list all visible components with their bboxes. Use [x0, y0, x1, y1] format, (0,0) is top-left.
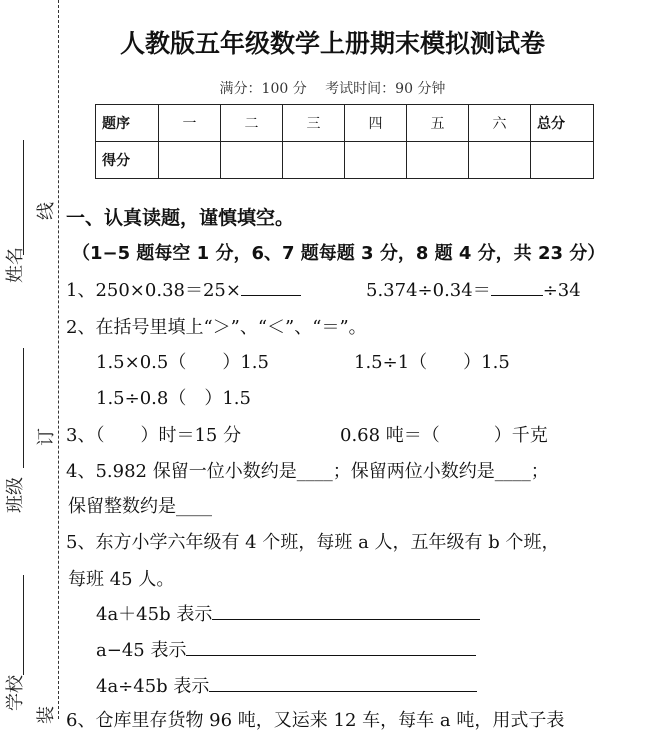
question-1	[66, 276, 301, 302]
name-label: 姓名	[5, 247, 26, 283]
question-5-line-2: 每班 45 人。	[68, 569, 175, 590]
score-table-header: 五	[407, 105, 469, 142]
score-table-header: 三	[283, 105, 345, 142]
question-5-item-2-label: a−45 表示	[96, 640, 187, 661]
class-label: 班级	[5, 477, 26, 513]
binding-char-ding: 订	[36, 428, 57, 446]
page-title: 人教版五年级数学上册期末模拟测试卷	[119, 29, 545, 58]
score-table-header-row	[96, 105, 594, 142]
question-5-item-3-label: 4a÷45b 表示	[96, 676, 210, 697]
question-4-line-2[interactable]: 保留整数约是____	[68, 496, 212, 517]
score-table-header: 四	[345, 105, 407, 142]
answer-blank[interactable]	[491, 279, 543, 296]
question-5-item-3	[96, 672, 477, 698]
score-cell[interactable]	[221, 142, 283, 179]
section-scoring-note: （1−5 题每空 1 分，6、7 题每题 3 分，8 题 4 分，共 23 分）	[72, 243, 606, 264]
score-table-header: 一	[159, 105, 221, 142]
binding-char-xian: 线	[36, 202, 57, 220]
binding-char-zhuang: 装	[36, 706, 57, 724]
score-row-label: 得分	[96, 142, 159, 179]
school-label: 学校	[5, 675, 26, 711]
question-5-item-2	[96, 636, 476, 662]
score-cell[interactable]	[469, 142, 531, 179]
question-4-line-1[interactable]: 4、5.982 保留一位小数约是____；保留两位小数约是____；	[66, 461, 549, 482]
score-table-header: 六	[469, 105, 531, 142]
answer-blank[interactable]	[209, 675, 477, 692]
score-table	[95, 104, 594, 179]
question-3b[interactable]: 0.68 吨＝（ ）千克	[340, 425, 548, 446]
score-table-header: 总分	[531, 105, 594, 142]
score-cell[interactable]	[283, 142, 345, 179]
exam-info: 满分：100 分 考试时间：90 分钟	[219, 81, 446, 97]
question-1-part-a: 1、250×0.38＝25×	[66, 280, 241, 301]
score-cell[interactable]	[345, 142, 407, 179]
question-5-item-1-label: 4a＋45b 表示	[96, 604, 213, 625]
question-1b	[366, 276, 581, 302]
score-table-header: 题序	[96, 105, 159, 142]
score-cell[interactable]	[407, 142, 469, 179]
question-1-part-b-tail: ÷34	[542, 280, 581, 301]
question-5-line-1: 5、东方小学六年级有 4 个班，每班 a 人，五年级有 b 个班，	[66, 532, 560, 553]
question-2a[interactable]: 1.5×0.5（ ）1.5	[96, 352, 269, 373]
question-2c[interactable]: 1.5÷0.8（ ）1.5	[96, 388, 251, 409]
question-2: 2、在括号里填上“＞”、“＜”、“＝”。	[66, 317, 367, 338]
question-1-part-b: 5.374÷0.34＝	[366, 280, 491, 301]
class-blank-line	[23, 348, 24, 468]
question-6: 6、仓库里存货物 96 吨，又运来 12 车，每车 a 吨，用式子表	[66, 710, 565, 731]
answer-blank[interactable]	[241, 279, 301, 296]
score-cell[interactable]	[159, 142, 221, 179]
question-2b[interactable]: 1.5÷1（ ）1.5	[354, 352, 510, 373]
question-3a[interactable]: 3、（ ）时＝15 分	[66, 425, 242, 446]
school-blank-line	[23, 575, 24, 675]
answer-blank[interactable]	[212, 603, 480, 620]
answer-blank[interactable]	[186, 639, 476, 656]
section-heading: 一、认真读题，谨慎填空。	[66, 207, 295, 229]
score-table-score-row	[96, 142, 594, 179]
binding-dotted-line	[58, 0, 59, 719]
score-cell[interactable]	[531, 142, 594, 179]
score-table-header: 二	[221, 105, 283, 142]
name-blank-line	[23, 140, 24, 255]
question-5-item-1	[96, 600, 480, 626]
